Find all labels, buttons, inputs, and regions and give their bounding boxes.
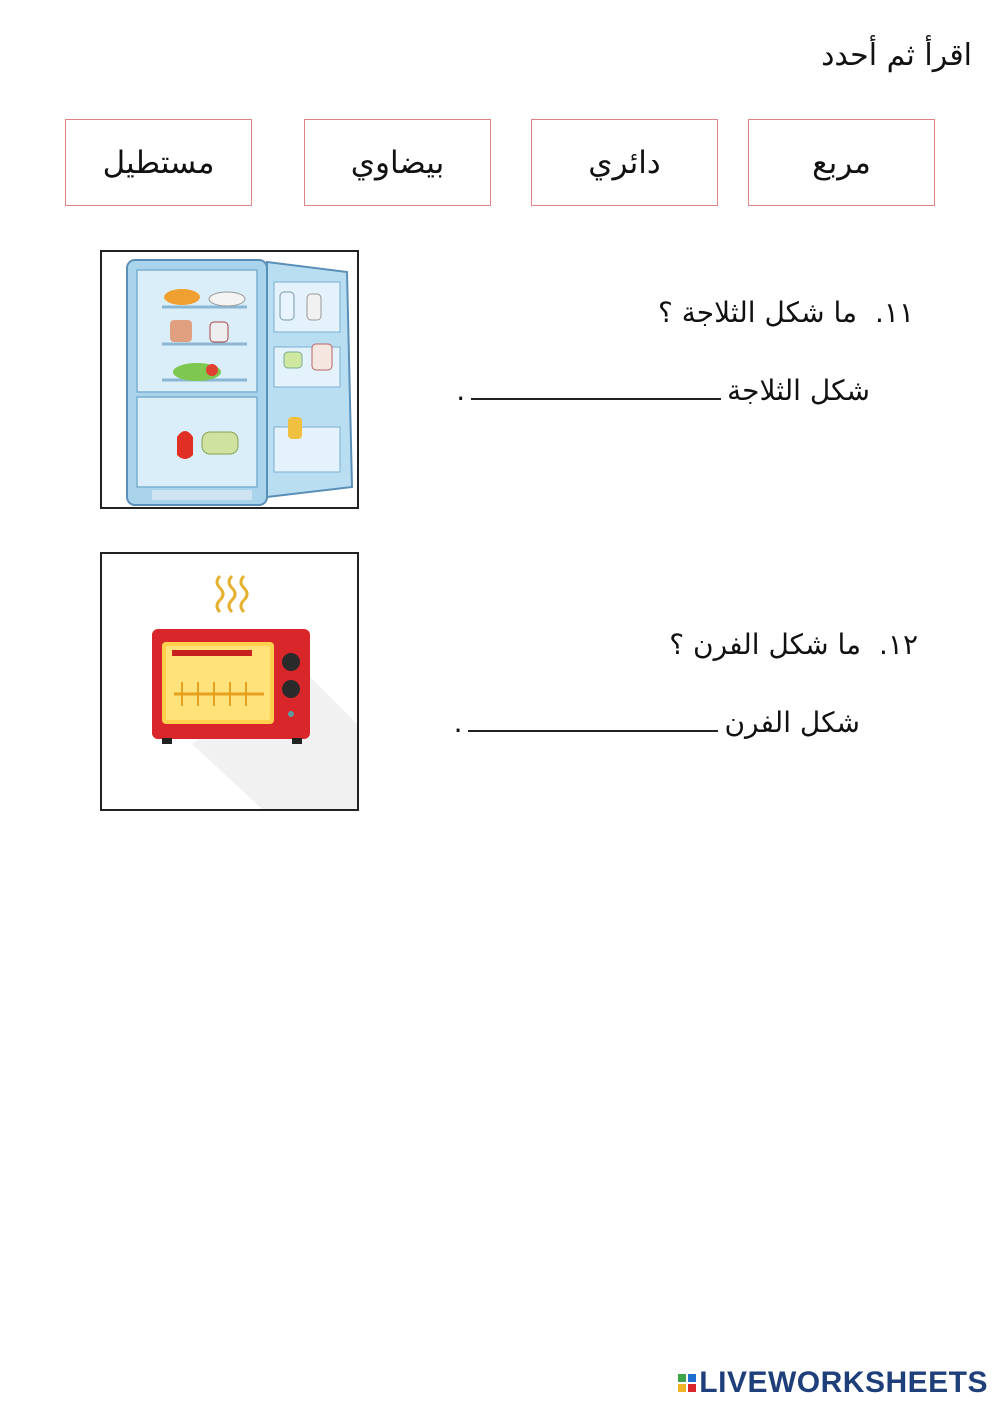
word-option-rectangle[interactable]: مستطيل xyxy=(65,119,252,206)
question-12 xyxy=(669,628,918,661)
word-option-square[interactable]: مربع xyxy=(748,119,935,206)
liveworksheets-logo xyxy=(678,1366,988,1400)
question-11 xyxy=(658,296,914,329)
answer-11-blank[interactable] xyxy=(471,380,721,400)
question-11-number: ١١. xyxy=(875,296,914,329)
answer-12-suffix: . xyxy=(453,706,463,739)
logo-text: LIVEWORKSHEETS xyxy=(699,1366,988,1399)
answer-12-prefix: شكل الفرن xyxy=(724,706,860,739)
refrigerator-icon xyxy=(102,252,357,507)
word-option-circular[interactable]: دائري xyxy=(531,119,718,206)
answer-11-prefix: شكل الثلاجة xyxy=(727,374,870,407)
question-12-text: ما شكل الفرن ؟ xyxy=(669,628,862,661)
instruction-heading: اقرأ ثم أحدد xyxy=(821,38,972,73)
answer-11-suffix: . xyxy=(456,374,466,407)
word-option-oval[interactable]: بيضاوي xyxy=(304,119,491,206)
answer-12-blank[interactable] xyxy=(468,712,718,732)
question-12-number: ١٢. xyxy=(879,628,918,661)
refrigerator-image-frame xyxy=(100,250,359,509)
oven-icon xyxy=(102,554,357,809)
logo-mark-icon xyxy=(678,1374,696,1392)
oven-image-frame xyxy=(100,552,359,811)
question-11-text: ما شكل الثلاجة ؟ xyxy=(658,296,858,329)
answer-line-11 xyxy=(456,374,870,407)
answer-line-12 xyxy=(454,706,860,739)
